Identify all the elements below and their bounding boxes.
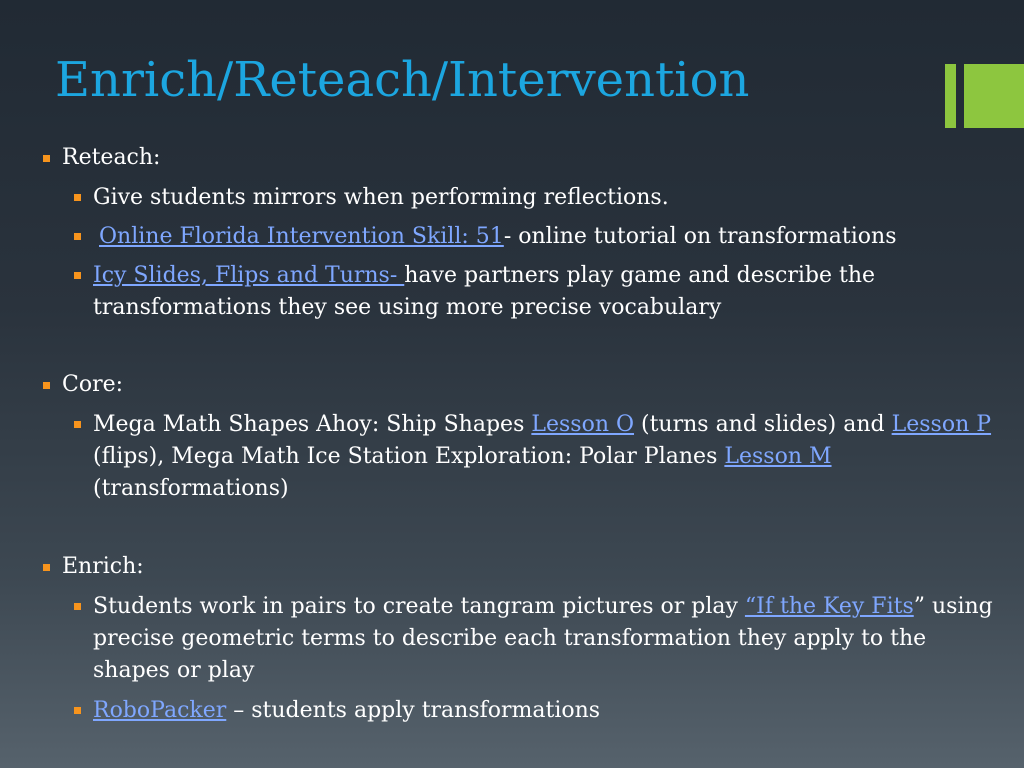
slide-title: Enrich/Reteach/Intervention	[55, 52, 750, 108]
icy-slides-link[interactable]: Icy Slides, Flips and Turns-	[93, 263, 405, 288]
lesson-p-link[interactable]: Lesson P	[891, 412, 992, 437]
bullet-icon	[74, 421, 81, 428]
online-florida-intervention-link[interactable]: Online Florida Intervention Skill: 51	[99, 224, 504, 249]
bullet-icon	[43, 564, 50, 571]
bullet-icon	[74, 603, 81, 610]
if-the-key-fits-link[interactable]: “If the Key Fits	[744, 594, 914, 619]
section-heading-reteach: Reteach:	[62, 145, 161, 170]
list-item: Online Florida Intervention Skill: 51- online tutorial on transformations	[99, 224, 897, 249]
robopacker-link[interactable]: RoboPacker	[93, 698, 227, 723]
list-item: Icy Slides, Flips and Turns- have partners play game and describe the transformations they see using more precise vocabulary	[93, 263, 876, 320]
section-heading-enrich: Enrich:	[62, 554, 144, 579]
list-item: RoboPacker – students apply transformations	[93, 698, 601, 723]
section-heading-core: Core:	[62, 372, 124, 397]
bullet-icon	[74, 233, 81, 240]
list-item: Mega Math Shapes Ahoy: Ship Shapes Lesson O (turns and slides) and Lesson P (flips), Mega Math Ice Station Exploration: Polar Planes Lesson M (transformations)	[93, 412, 992, 501]
lesson-m-link[interactable]: Lesson M	[724, 444, 832, 469]
lesson-o-link[interactable]: Lesson O	[531, 412, 635, 437]
list-item: Give students mirrors when performing reflections.	[93, 185, 669, 210]
bullet-icon	[43, 382, 50, 389]
bullet-icon	[74, 707, 81, 714]
list-item: Students work in pairs to create tangram pictures or play “If the Key Fits” using precise geometric terms to describe each transformation they apply to the shapes or play	[93, 594, 993, 683]
bullet-icon	[74, 272, 81, 279]
bullet-icon	[74, 194, 81, 201]
bullet-icon	[43, 155, 50, 162]
